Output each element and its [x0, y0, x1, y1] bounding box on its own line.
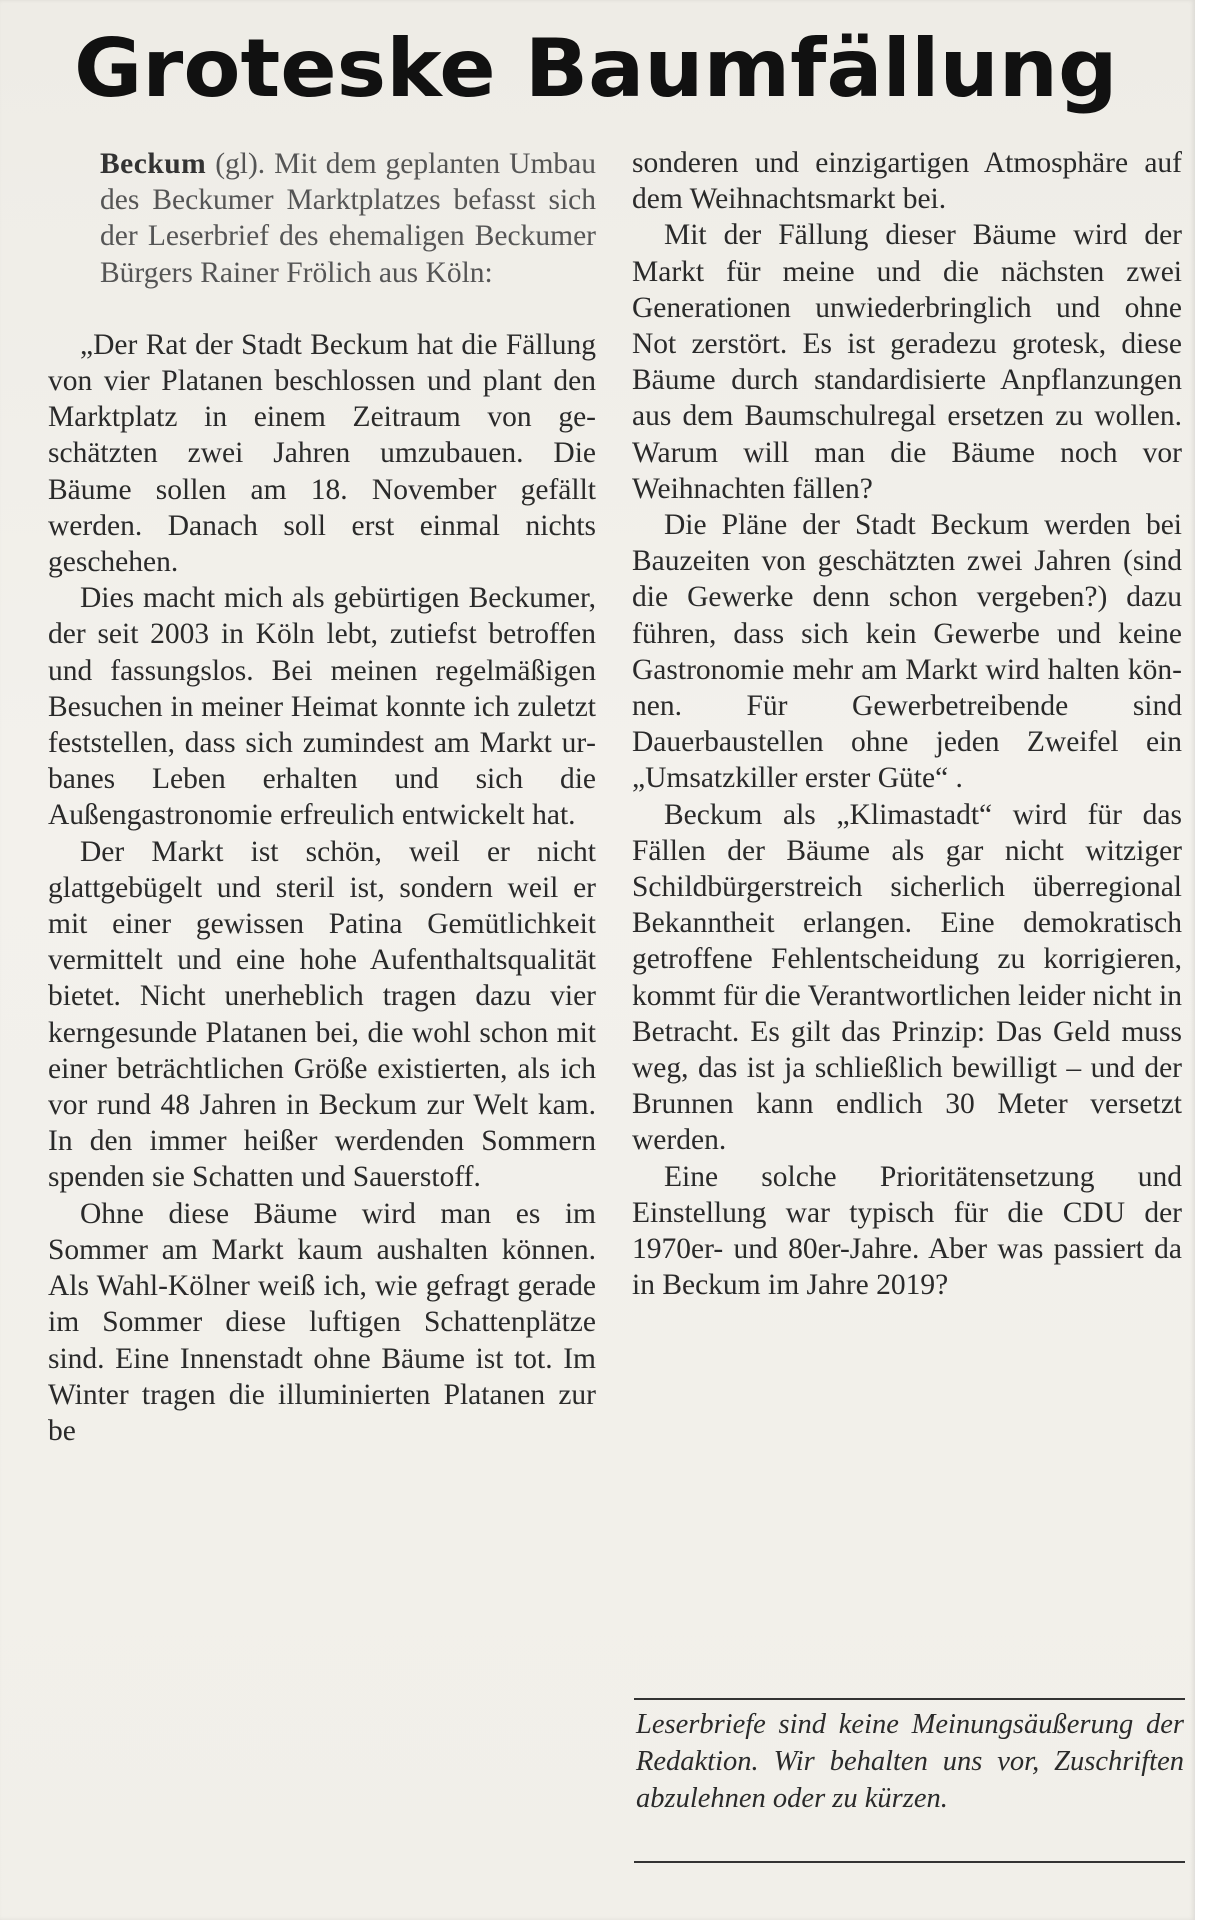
right-column: [632, 145, 1182, 1304]
left-column: [48, 146, 596, 1449]
letter-paragraph: Beckum als „Klimastadt“ wird für das Fällen der Bäume als gar nicht witziger Schildbürgerstreich sicherlich überregional Bekanntheit erlangen. Eine demokratisch getroffene Fehlentscheidung zu korrigieren, kommt für die Verantwortlichen leider nicht in Betracht. Es gilt das Prinzip: Das Geld muss weg, das ist ja schließlich bewilligt – und der Brunnen kann endlich 30 Meter versetzt werden.: [632, 798, 1182, 1157]
letter-paragraph: sonderen und einzigartigen Atmosphäre auf dem Weihnachtsmarkt bei.: [632, 147, 1182, 216]
letter-paragraph: „Der Rat der Stadt Beckum hat die Fällung von vier Platanen beschlossen und plant den Marktplatz in einem Zeitraum von geschätzten zwei Jahren umzubauen. Die Bäume sollen am 18. November gefällt werden. Danach soll erst einmal nichts geschehen.: [48, 328, 596, 579]
intro-text: (gl). Mit dem geplanten Umbau des Beckumer Marktplatzes befasst sich der Leserbrief des ehemaligen Beckumer Bürgers Rainer Frölich aus Köln:: [100, 148, 596, 289]
letter-paragraph: Mit der Fällung dieser Bäume wird der Markt für meine und die nächsten zwei Generationen unwiederbringlich und ohne Not zerstört. Es ist geradezu grotesk, diese Bäume durch standardisierte Anpflanzungen aus dem Baumschulregal ersetzen zu wollen. Warum will man die Bäume noch vor Weihnachten fällen?: [632, 219, 1182, 505]
letter-paragraph: Dies macht mich als gebürtigen Beckumer, der seit 2003 in Köln lebt, zutiefst betroffen und fassungslos. Bei meinen regelmäßigen Besuchen in meiner Heimat konnte ich zuletzt feststellen, dass sich zumindest am Markt urbanes Leben erhalten und sich die Außengastronomie erfreulich entwickelt hat.: [48, 582, 596, 832]
letter-paragraph: Die Pläne der Stadt Beckum werden bei Bauzeiten von geschätzten zwei Jahren (sind die Gewerke denn schon vergeben?) dazu führen, dass sich kein Gewerbe und keine Gastronomie mehr am Markt wird halten können. Für Gewerbetreibende sind Dauerbaustellen ohne jeden Zweifel ein „Umsatzkiller erster Güte“ .: [632, 509, 1182, 795]
letter-paragraph: Ohne diese Bäume wird man es im Sommer am Markt kaum aushalten können. Als Wahl-Kölner weiß ich, wie gefragt gerade im Sommer diese luftigen Schattenplätze sind. Eine Innenstadt ohne Bäume ist tot. Im Winter tragen die illuminierten Platanen zur be: [48, 1197, 596, 1447]
article-intro: [100, 146, 596, 291]
letter-paragraph: Eine solche Prioritätensetzung und Einstellung war typisch für die CDU der 1970er- und 80er-Jahre. Aber was passiert da in Beckum im Jahre 2019?: [632, 1160, 1182, 1302]
footer-divider-bottom: [634, 1861, 1185, 1863]
footer-divider-top: [634, 1698, 1185, 1700]
dateline: Beckum: [100, 148, 207, 180]
article-headline: Groteske Baumfällung: [74, 22, 1118, 115]
editorial-disclaimer: Leserbriefe sind keine Meinungsäußerung der Redaktion. Wir behalten uns vor, Zuschriften abzulehnen oder zu kürzen.: [636, 1709, 1184, 1814]
letter-paragraph: Der Markt ist schön, weil er nicht glattgebügelt und steril ist, sondern weil er mit einer gewissen Patina Gemütlichkeit vermittelt und eine hohe Aufenthaltsqualität bietet. Nicht unerheblich tragen dazu vier kerngesunde Platanen bei, die wohl schon mit einer beträchtlichen Größe existierten, als ich vor rund 48 Jahren in Beckum zur Welt kam. In den immer heißer werdenden Sommern spenden sie Schatten und Sauerstoff.: [48, 835, 596, 1194]
